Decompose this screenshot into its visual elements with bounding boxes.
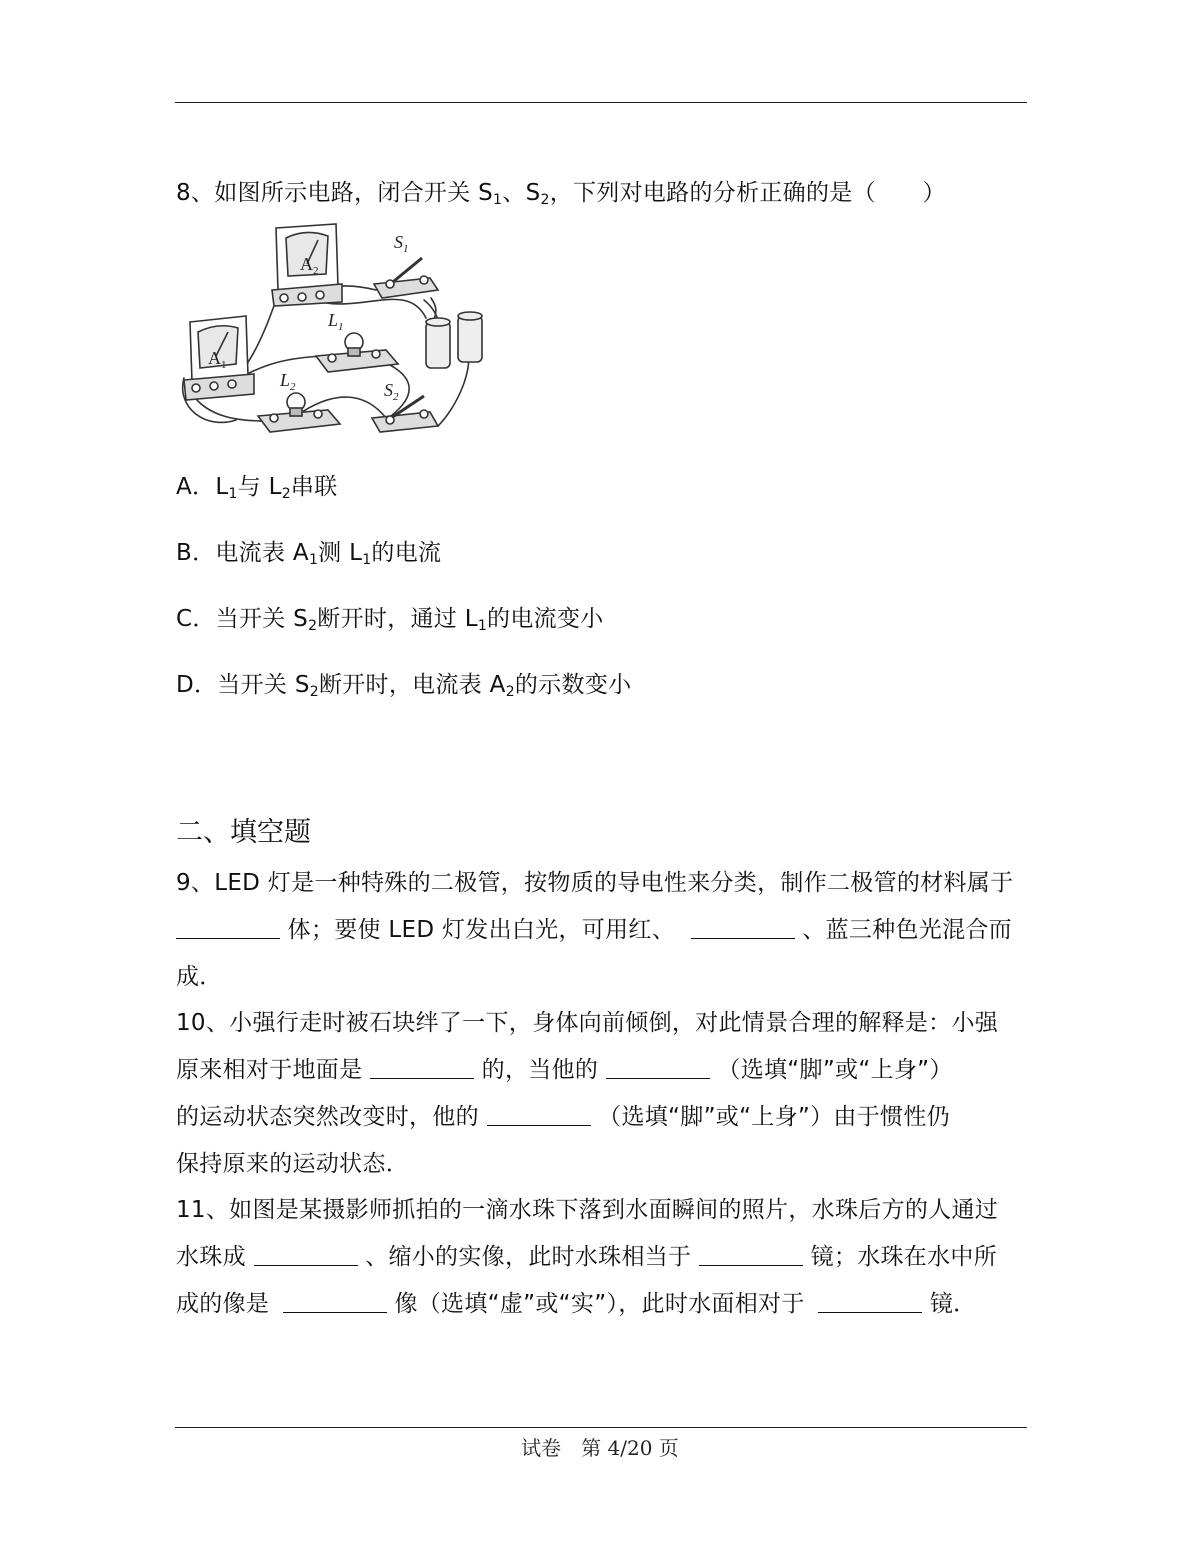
q9-line-1: 9、LED 灯是一种特殊的二极管，按物质的导电性来分类，制作二极管的材料属于 xyxy=(176,870,1014,896)
switch-s1 xyxy=(374,258,438,298)
q9-line-3: 成． xyxy=(176,964,223,990)
q8-option-d: D．当开关 $S_2$断开时，电流表 $A_2$的示数变小 xyxy=(176,672,632,700)
battery xyxy=(426,312,482,368)
q9-line-2: 体；要使 LED 灯发出白光，可用红、 、蓝三种色光混合而 xyxy=(176,915,1012,945)
label-l1: $L_1$ xyxy=(328,310,344,333)
answer-blank[interactable] xyxy=(691,916,795,939)
q8-option-b: B．电流表 $A_1$测 $L_1$的电流 xyxy=(176,540,442,568)
answer-blank[interactable] xyxy=(606,1056,710,1079)
q8-stem-text: ，下列对电路的分析正确的是（ ） xyxy=(549,180,946,206)
header-rule xyxy=(175,102,1027,103)
label-s2: $S_2$ xyxy=(384,380,399,403)
q8-option-c: C．当开关 $S_2$断开时，通过 $L_1$的电流变小 xyxy=(176,606,604,634)
label-s1: $S_1$ xyxy=(394,232,409,255)
answer-blank[interactable] xyxy=(370,1056,474,1079)
answer-blank[interactable] xyxy=(176,916,280,939)
q8-stem-text: 、S xyxy=(502,180,541,206)
label-a1: $A_1$ xyxy=(208,348,227,371)
q11-line-3: 成的像是 像（选填“虚”或“实”），此时水面相对于 镜． xyxy=(176,1291,977,1317)
q10-line-2: 原来相对于地面是 的，当他的 （选填“脚”或“上身”） xyxy=(176,1057,953,1083)
lamp-l1 xyxy=(316,333,398,372)
q8-stem-text: 8、如图所示电路，闭合开关 S xyxy=(176,180,494,206)
q8-stem xyxy=(176,178,946,208)
lamp-l2 xyxy=(258,393,340,432)
answer-blank[interactable] xyxy=(699,1243,803,1266)
q10-line-4: 保持原来的运动状态． xyxy=(176,1151,409,1177)
q11-line-1: 11、如图是某摄影师抓拍的一滴水珠下落到水面瞬间的照片，水珠后方的人通过 xyxy=(176,1197,999,1223)
circuit-diagram xyxy=(176,218,492,444)
section-title: 二、填空题 xyxy=(176,817,311,848)
answer-blank[interactable] xyxy=(283,1290,387,1313)
answer-blank[interactable] xyxy=(254,1243,358,1266)
q8-option-a: A．$L_1$与 $L_2$串联 xyxy=(176,474,338,502)
q8-stem-sub: 2 xyxy=(540,192,550,208)
answer-blank[interactable] xyxy=(487,1103,591,1126)
label-l2: $L_2$ xyxy=(280,370,296,393)
q11-line-2: 水珠成 、缩小的实像，此时水珠相当于 镜；水珠在水中所 xyxy=(176,1244,998,1270)
q10-line-3: 的运动状态突然改变时，他的 （选填“脚”或“上身”）由于惯性仍 xyxy=(176,1104,950,1130)
label-a2: $A_2$ xyxy=(300,254,319,277)
answer-blank[interactable] xyxy=(818,1290,922,1313)
footer-rule xyxy=(175,1427,1027,1428)
q8-stem-sub: 1 xyxy=(493,192,503,208)
q10-line-1: 10、小强行走时被石块绊了一下，身体向前倾倒，对此情景合理的解释是：小强 xyxy=(176,1010,999,1036)
page-footer: 试卷 第 4/20 页 xyxy=(521,1436,679,1460)
